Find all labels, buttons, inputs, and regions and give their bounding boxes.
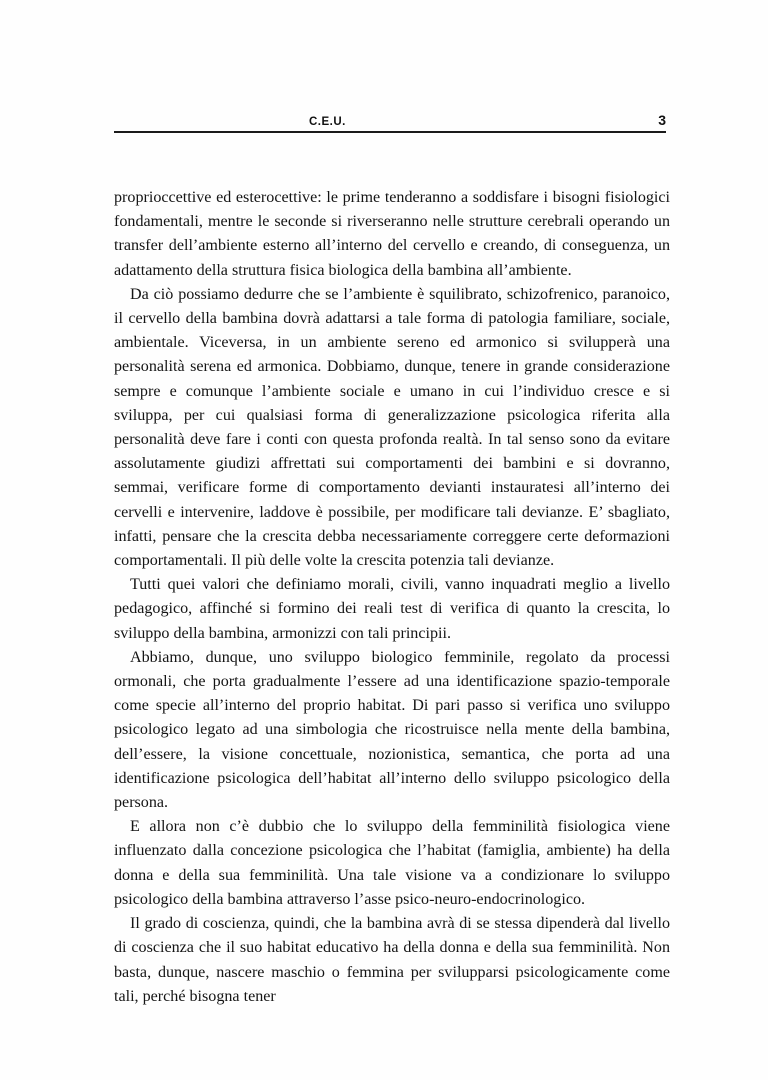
paragraph: Da ciò possiamo dedurre che se l’ambiente è squilibrato, schizofrenico, paranoico, il cervello della bambina dovrà adattarsi a tale forma di patologia familiare, sociale, ambientale. Viceversa, in un ambiente sereno ed armonico si svilupperà una personalità serena ed armonica. Dobbiamo, dunque, tenere in grande considerazione sempre e comunque l’ambiente sociale e umano in cui l’individuo cresce e si sviluppa, per cui qualsiasi forma di generalizzazione psicologica riferita alla personalità deve fare i conti con questa profonda realtà. In tal senso sono da evitare assolutamente giudizi affrettati sui comportamenti dei bambini e si dovranno, semmai, verificare forme di comportamento devianti instauratesi all’interno dei cervelli e intervenire, laddove è possibile, per modificare tali devianze. E’ sbagliato, infatti, pensare che la crescita debba necessariamente correggere certe deformazioni comportamentali. Il più delle volte la crescita potenzia tali devianze. — [114, 285, 670, 570]
paragraph: proprioccettive ed esterocettive: le prime tenderanno a soddisfare i bisogni fisiologici fondamentali, mentre le seconde si riverseranno nelle strutture cerebrali operando un transfer dell’ambiente esterno all’interno del cervello e creando, di conseguenza, un adattamento della struttura fisica biologica della bambina all’ambiente. — [114, 189, 670, 279]
page-number: 3 — [658, 112, 666, 128]
paragraph: Tutti quei valori che definiamo morali, civili, vanno inquadrati meglio a livello pedagogico, affinché si formino dei reali test di verifica di quanto la crescita, lo sviluppo della bambina, armonizzi con tali principii. — [114, 576, 670, 642]
paragraph: E allora non c’è dubbio che lo sviluppo della femminilità fisiologica viene influenzato dalla concezione psicologica che l’habitat (famiglia, ambiente) ha della donna e della sua femminilità. Una tale visione va a condizionare lo sviluppo psicologico della bambina attraverso l’asse psico-neuro-endocrinologico. — [114, 818, 670, 908]
running-head: C.E.U. — [309, 116, 346, 128]
body-text — [114, 186, 670, 1009]
paragraph: Abbiamo, dunque, uno sviluppo biologico femminile, regolato da processi ormonali, che porta gradualmente l’essere ad una identificazione spazio-temporale come specie all’interno del proprio habitat. Di pari passo si verifica uno sviluppo psicologico legato ad una simbologia che ricostruisce nella mente della bambina, dell’essere, la visione concettuale, nozionistica, semantica, che porta ad una identificazione psicologica dell’habitat all’interno dello sviluppo psicologico della persona. — [114, 648, 670, 812]
paragraph: Il grado di coscienza, quindi, che la bambina avrà di se stessa dipenderà dal livello di coscienza che il suo habitat educativo ha della donna e della sua femminilità. Non basta, dunque, nascere maschio o femmina per svilupparsi psicologicamente come tali, perché bisogna tener — [114, 915, 670, 1005]
header-rule — [114, 131, 666, 133]
